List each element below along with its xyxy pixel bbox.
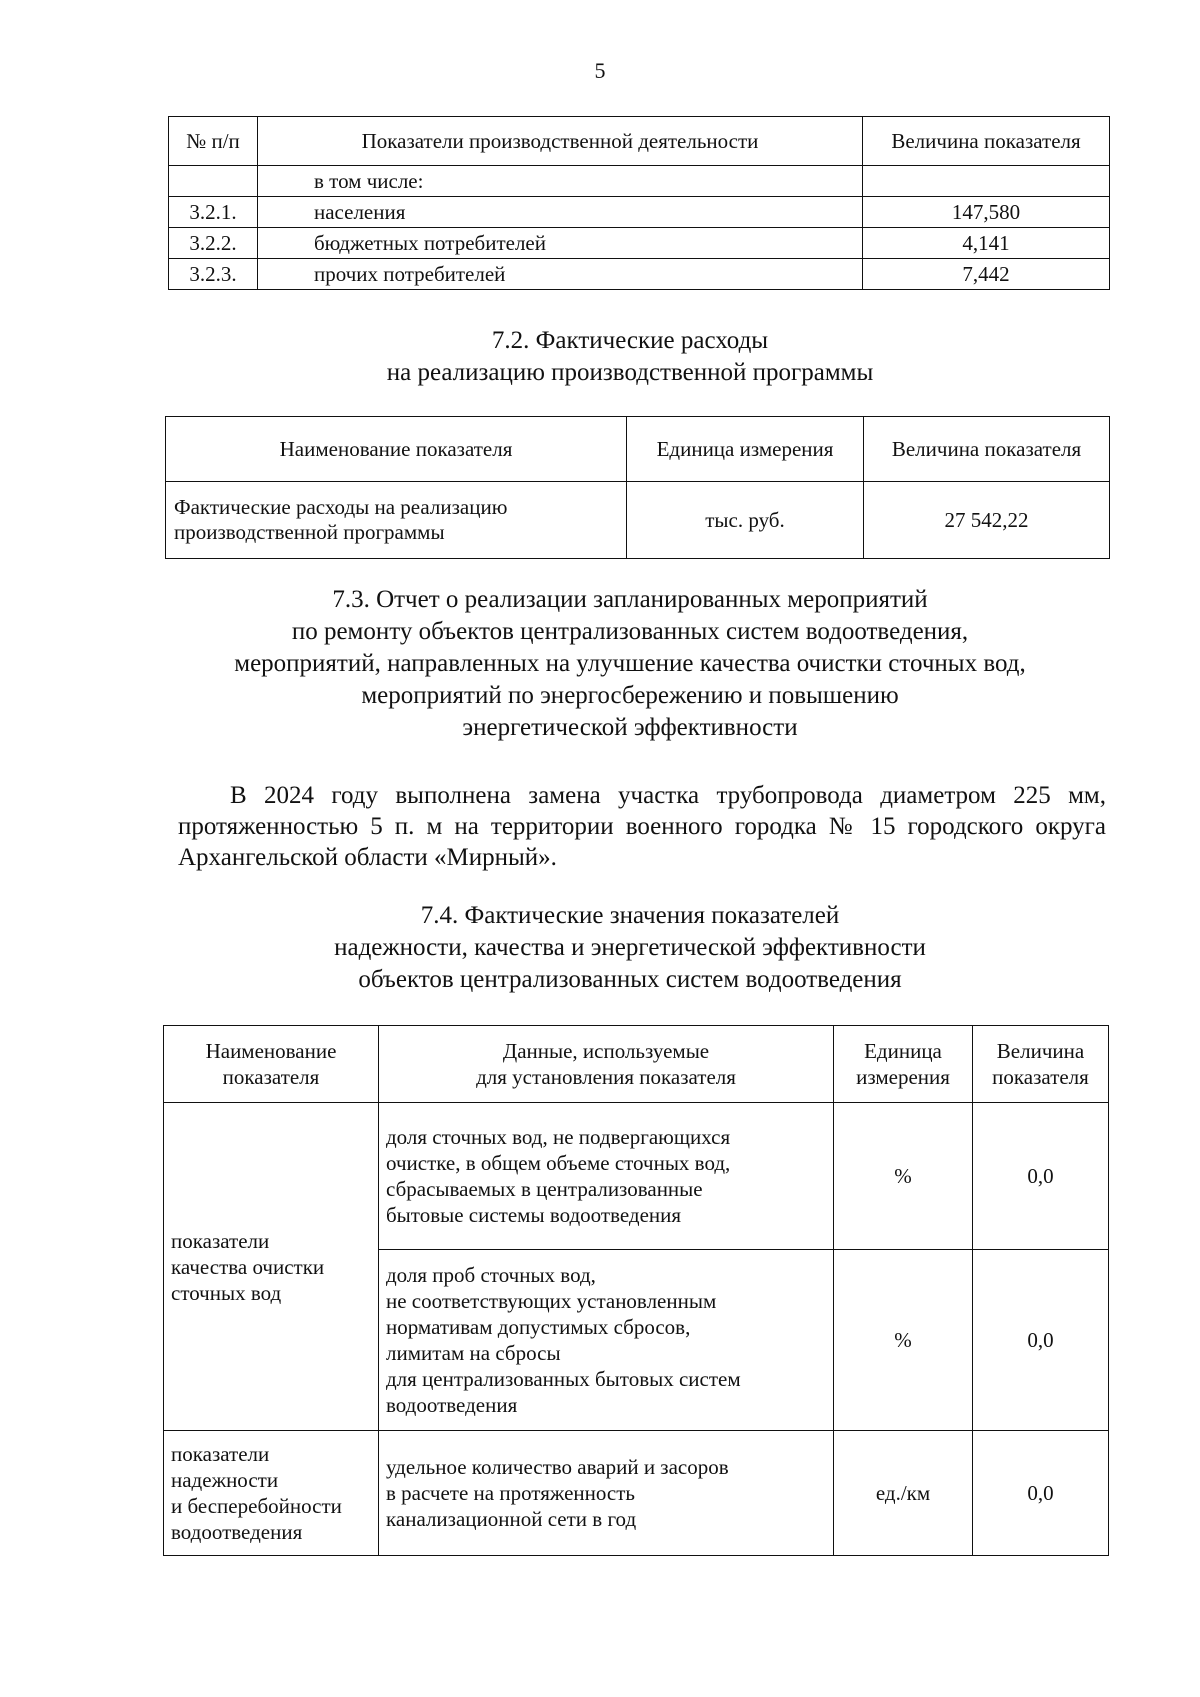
group-reliability-text: показатели надежности и бесперебойности водоотведения bbox=[171, 1442, 342, 1544]
actual-expenses-table bbox=[165, 416, 1110, 559]
table-row bbox=[164, 1431, 1109, 1556]
row-value: 4,141 bbox=[863, 228, 1110, 259]
table-header-row bbox=[166, 417, 1110, 482]
header-data-text: Данные, используемые для установления показателя bbox=[476, 1039, 736, 1089]
section-7-2-heading: 7.2. Фактические расходы на реализацию производственной программы bbox=[386, 327, 874, 386]
table-row bbox=[169, 166, 1110, 197]
row-unit: % bbox=[834, 1250, 973, 1431]
table-header-row bbox=[164, 1026, 1109, 1103]
row-number bbox=[169, 166, 258, 197]
table-row bbox=[169, 228, 1110, 259]
production-indicators-table bbox=[168, 116, 1110, 290]
row-value: 147,580 bbox=[863, 197, 1110, 228]
header-value-text: Величина показателя bbox=[992, 1039, 1089, 1089]
expense-value: 27 542,22 bbox=[864, 482, 1110, 559]
header-name: Наименование показателя bbox=[166, 417, 627, 482]
header-unit-text: Единица измерения bbox=[856, 1039, 950, 1089]
row-label: бюджетных потребителей bbox=[258, 228, 863, 259]
header-unit bbox=[834, 1026, 973, 1103]
row-value bbox=[863, 166, 1110, 197]
group-reliability bbox=[164, 1431, 379, 1556]
row-value: 0,0 bbox=[973, 1103, 1109, 1250]
row-value: 0,0 bbox=[973, 1250, 1109, 1431]
row-number: 3.2.3. bbox=[169, 259, 258, 290]
paragraph-text: В 2024 году выполнена замена участка трубопровода диаметром 225 мм, протяженностью 5 п. м на территории военного городка № 15 городского округа Архангельской области «Мирный». bbox=[178, 782, 1106, 871]
header-value bbox=[973, 1026, 1109, 1103]
row-label: прочих потребителей bbox=[258, 259, 863, 290]
row-number: 3.2.2. bbox=[169, 228, 258, 259]
row-value: 7,442 bbox=[863, 259, 1110, 290]
table-header-row bbox=[169, 117, 1110, 166]
group-quality-text: показатели качества очистки сточных вод bbox=[171, 1228, 325, 1305]
reliability-indicators-table bbox=[163, 1025, 1109, 1556]
row-data bbox=[379, 1250, 834, 1431]
group-quality bbox=[164, 1103, 379, 1431]
header-name-text: Наименование показателя bbox=[205, 1039, 337, 1089]
row-label: населения bbox=[258, 197, 863, 228]
table-row bbox=[169, 197, 1110, 228]
row-data bbox=[379, 1103, 834, 1250]
row-unit: ед./км bbox=[834, 1431, 973, 1556]
row-data bbox=[379, 1431, 834, 1556]
expense-name bbox=[166, 482, 627, 559]
header-name bbox=[164, 1026, 379, 1103]
row-data-text: удельное количество аварий и засоров в расчете на протяженность канализационной сети в год bbox=[386, 1455, 729, 1531]
expense-unit: тыс. руб. bbox=[627, 482, 864, 559]
expense-name-text: Фактические расходы на реализацию производственной программы bbox=[174, 495, 508, 544]
row-value: 0,0 bbox=[973, 1431, 1109, 1556]
page-number: 5 bbox=[594, 58, 606, 83]
row-label: в том числе: bbox=[258, 166, 863, 197]
row-unit: % bbox=[834, 1103, 973, 1250]
header-number: № п/п bbox=[169, 117, 258, 166]
table-row bbox=[166, 482, 1110, 559]
table-row bbox=[164, 1103, 1109, 1250]
section-7-3-heading: 7.3. Отчет о реализации запланированных мероприятий по ремонту объектов централизованных систем водоотведения, мероприятий, направленных на улучшение качества очистки сточных вод, мероприятий по энергосбережению и повышению энергетической эффективности bbox=[234, 586, 1026, 741]
table-row bbox=[169, 259, 1110, 290]
header-data bbox=[379, 1026, 834, 1103]
header-indicator: Показатели производственной деятельности bbox=[258, 117, 863, 166]
header-value: Величина показателя bbox=[863, 117, 1110, 166]
section-7-3-paragraph bbox=[178, 780, 1106, 873]
row-number: 3.2.1. bbox=[169, 197, 258, 228]
row-data-text: доля сточных вод, не подвергающихся очистке, в общем объеме сточных вод, сбрасываемых в централизованные бытовые системы водоотведения bbox=[386, 1125, 731, 1227]
section-7-4-heading: 7.4. Фактические значения показателей надежности, качества и энергетической эффективности объектов централизованных систем водоотведения bbox=[334, 902, 926, 993]
row-data-text: доля проб сточных вод, не соответствующих установленным нормативам допустимых сбросов, лимитам на сбросы для централизованных бытовых систем водоотведения bbox=[386, 1263, 741, 1417]
header-value: Величина показателя bbox=[864, 417, 1110, 482]
header-unit: Единица измерения bbox=[627, 417, 864, 482]
